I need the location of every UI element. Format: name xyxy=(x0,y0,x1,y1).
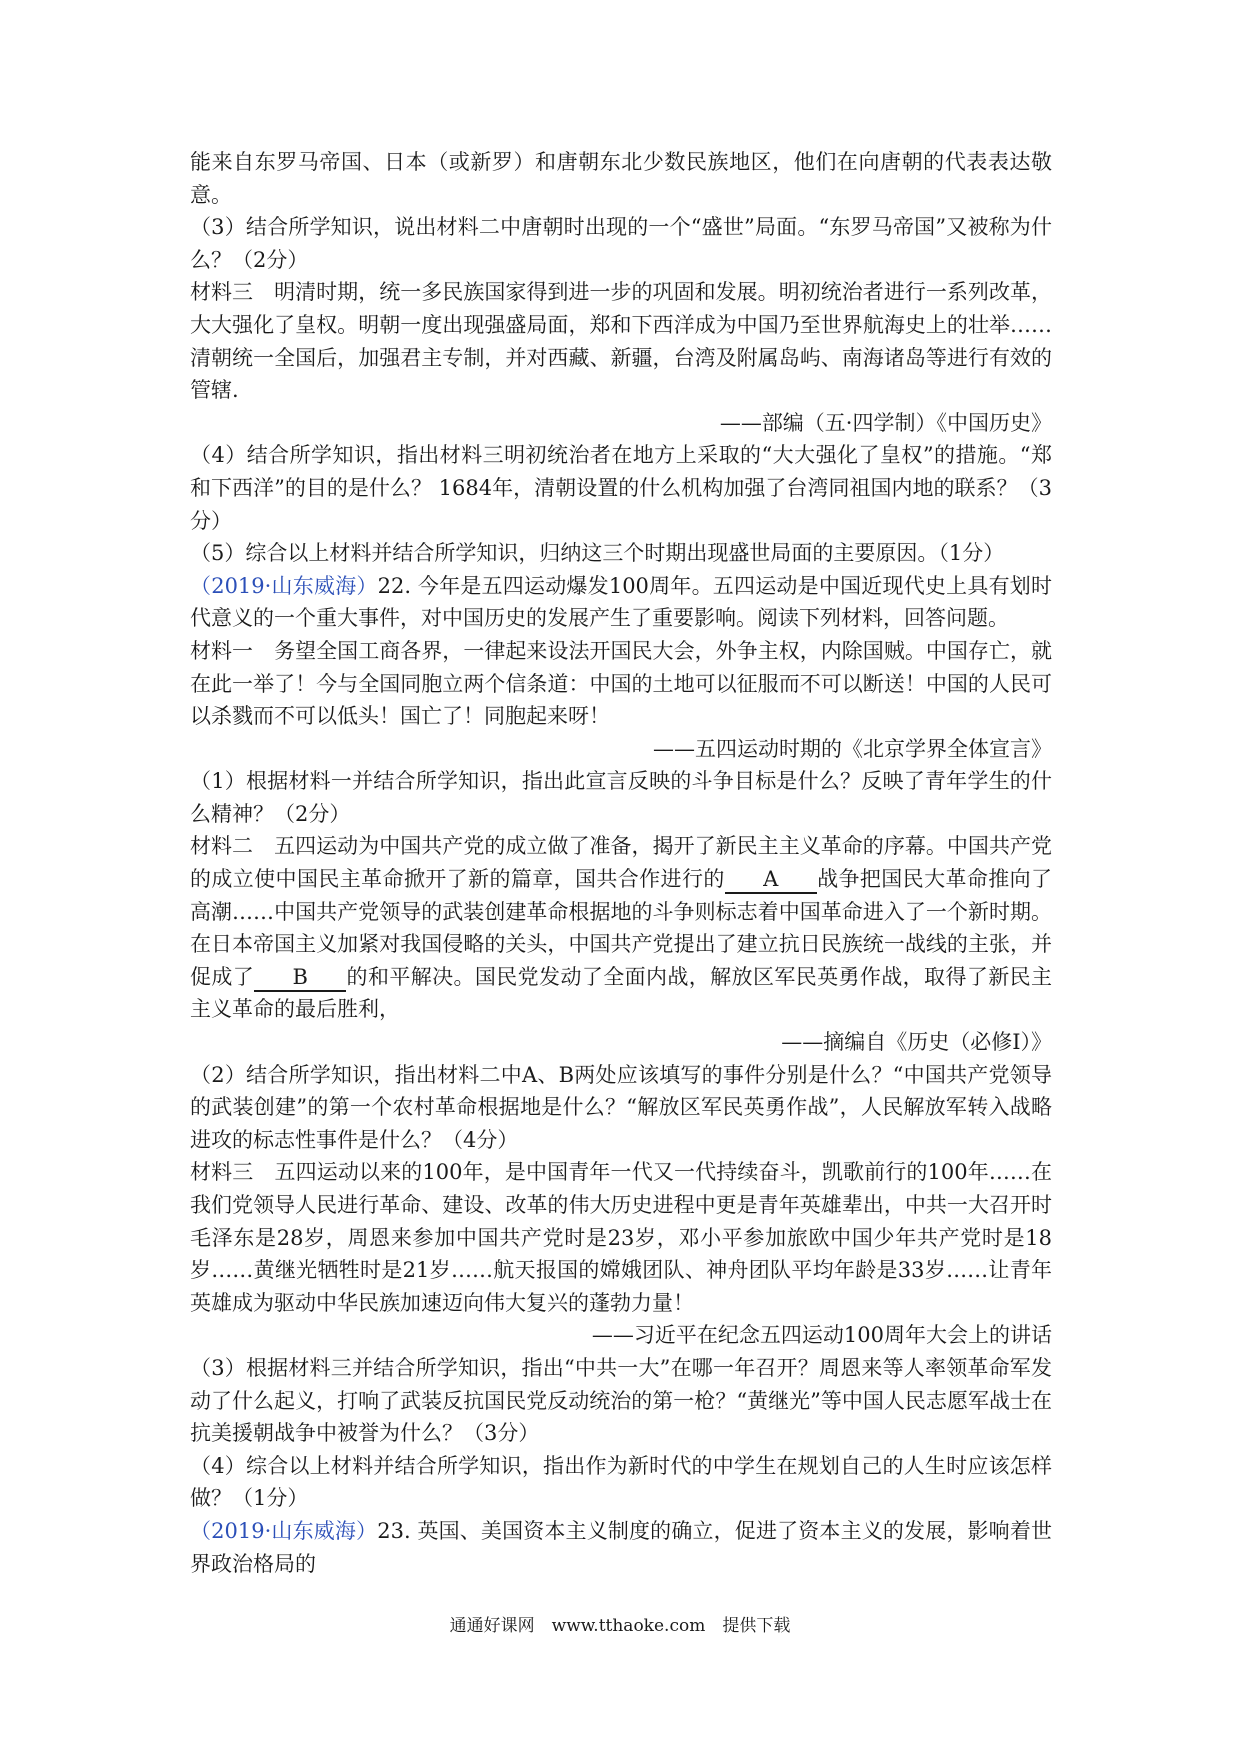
material-2-part-b: 战争把国民大革命推向了高潮……中国共产党领导的武装创建革命根据地的斗争则标志着中国革命进入了一个新时期。在日本帝国主义加紧对我国侵略的关头，中国共产党提出了建立抗日民族统一战线的主张，并促成了 xyxy=(190,867,1053,989)
question-23-source-tag: （2019·山东威海） xyxy=(190,1518,378,1543)
paragraph-intro: 能来自东罗马帝国、日本（或新罗）和唐朝东北少数民族地区，他们在向唐朝的代表表达敬意。 xyxy=(190,150,1052,207)
material-3b: 材料三 五四运动以来的100年，是中国青年一代又一代持续奋斗，凯歌前行的100年……在我们党领导人民进行革命、建设、改革的伟大历史进程中更是青年英雄辈出，中共一大召开时毛泽东是28岁，周恩来参加中国共产党时是23岁，邓小平参加旅欧中国少年共产党时是18岁……黄继光牺牲时是21岁……航天报国的嫦娥团队、神舟团队平均年龄是33岁……让青年英雄成为驱动中华民族加速迈向伟大复兴的蓬勃力量！ xyxy=(190,1160,1052,1315)
question-2-5: （5）综合以上材料并结合所学知识，归纳这三个时期出现盛世局面的主要原因。（1分） xyxy=(190,541,1005,566)
blank-a: A xyxy=(725,866,817,894)
material-2 xyxy=(190,830,1052,1026)
material-3: 材料三 明清时期，统一多民族国家得到进一步的巩固和发展。明初统治者进行一系列改革，大大强化了皇权。明朝一度出现强盛局面，郑和下西洋成为中国乃至世界航海史上的壮举……清朝统一全国后，加强君主专制，并对西藏、新疆，台湾及附属岛屿、南海诸岛等进行有效的管辖. xyxy=(190,280,1052,403)
material-3-source: ——部编（五·四学制）《中国历史》 xyxy=(719,410,1052,435)
question-22-2: （2）结合所学知识，指出材料二中A、B两处应该填写的事件分别是什么？“中国共产党领导的武装创建”的第一个农村革命根据地是什么？“解放区军民英勇作战”，人民解放军转入战略进攻的标志性事件是什么？（4分） xyxy=(190,1062,1052,1152)
material-2-part-c: 的和平解决。国民党发动了全面内战，解放区军民英勇作战，取得了新民主主义革命的最后胜利， xyxy=(190,964,1053,1022)
question-2-4: （4）结合所学知识，指出材料三明初统治者在地方上采取的“大大强化了皇权”的措施。“郑和下西洋”的目的是什么？ 1684年，清朝设置的什么机构加强了台湾同祖国内地的联系？（3分） xyxy=(190,443,1052,533)
question-22-4: （4）综合以上材料并结合所学知识，指出作为新时代的中学生在规划自己的人生时应该怎样做？（1分） xyxy=(190,1453,1052,1511)
blank-b: B xyxy=(254,964,346,992)
question-22-source-tag: （2019·山东威海） xyxy=(190,573,378,598)
question-23 xyxy=(190,1515,1052,1580)
question-22-stem: 22. 今年是五四运动爆发100周年。五四运动是中国近现代史上具有划时代意义的一个重大事件，对中国历史的发展产生了重要影响。阅读下列材料，回答问题。 xyxy=(190,573,1052,631)
material-1: 材料一 务望全国工商各界，一律起来设法开国民大会，外争主权，内除国贼。中国存亡，就在此一举了！今与全国同胞立两个信条道：中国的土地可以征服而不可以断送！中国的人民可以杀戮而不可以低头！国亡了！同胞起来呀！ xyxy=(190,638,1052,729)
question-22 xyxy=(190,570,1052,635)
question-22-1: （1）根据材料一并结合所学知识，指出此宣言反映的斗争目标是什么？反映了青年学生的什么精神？（2分） xyxy=(190,769,1052,826)
material-1-source: ——五四运动时期的《北京学界全体宣言》 xyxy=(653,736,1052,761)
material-2-part-a: 材料二 五四运动为中国共产党的成立做了准备，揭开了新民主主义革命的序幕。中国共产党的成立使中国民主革命掀开了新的篇章，国共合作进行的 xyxy=(190,834,1052,892)
material-3b-source: ——习近平在纪念五四运动100周年大会上的讲话 xyxy=(591,1323,1052,1348)
page-footer: 通通好课网 www.tthaoke.com 提供下载 xyxy=(449,1616,791,1636)
question-2-3: （3）结合所学知识，说出材料二中唐朝时出现的一个“盛世”局面。“东罗马帝国”又被称为什么？（2分） xyxy=(190,215,1052,272)
document-body xyxy=(190,146,1052,1580)
question-22-3: （3）根据材料三并结合所学知识，指出“中共一大”在哪一年召开？周恩来等人率领革命军发动了什么起义，打响了武装反抗国民党反动统治的第一枪？“黄继光”等中国人民志愿军战士在抗美援朝战争中被誉为什么？（3分） xyxy=(190,1355,1052,1446)
question-23-stem: 23. 英国、美国资本主义制度的确立，促进了资本主义的发展，影响着世界政治格局的 xyxy=(190,1518,1052,1576)
material-2-source: ——摘编自《历史（必修Ⅰ）》 xyxy=(781,1030,1052,1055)
